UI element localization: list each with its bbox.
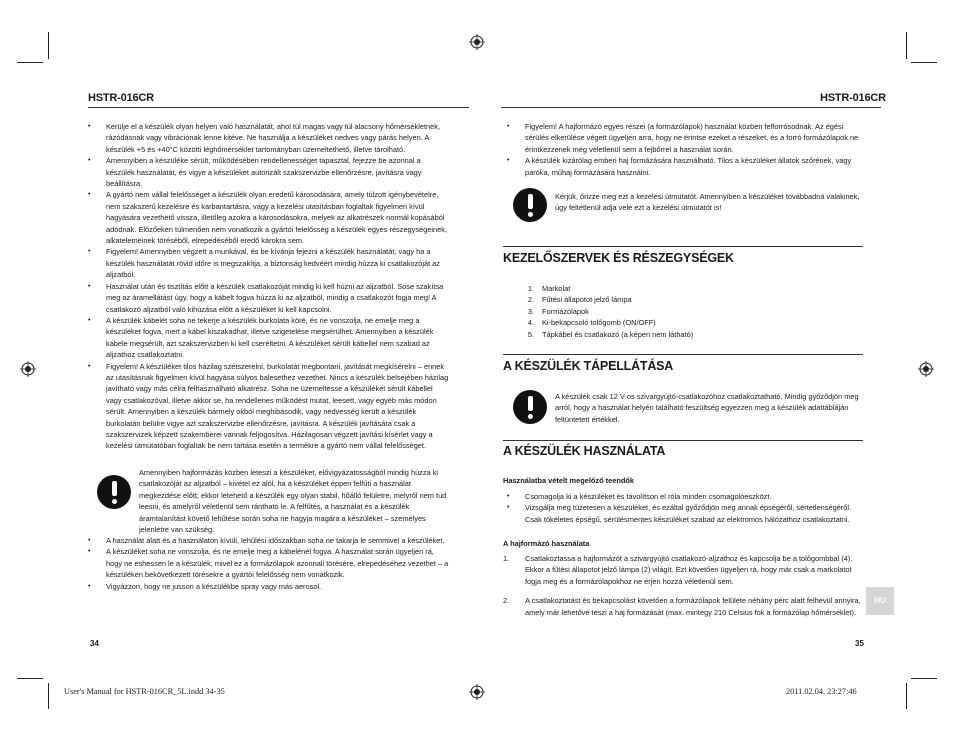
registration-mark-icon — [469, 34, 485, 50]
left-model-header: HSTR-016CR — [88, 92, 154, 104]
warning-exclamation-icon — [97, 475, 131, 509]
list-item: • A készülék kábelét soha ne tekerje a készülék burkolata köré, és ne vonszolja, ne emelje meg a készüléket fogva, mert a kábel kiszakadhat, illetve szigetelése megsérülhet. Amennyiben a készülék kábele megsérült, azt szakszervizben ki kell cseréltetni. A készüléket sérült kábellel nem szabad az aljzathoz csatlakoztatni. — [84, 315, 450, 361]
list-item: • Figyelem! A készüléket tilos házilag szétszerelni, burkolatát megbontani, javítását megkísérelni – ennek az utasításnak figyelmen kívül hagyása súlyos balesethez vezethet. Nincs a készülék belsejében házilag javítható vagy más célra felhasználható alkatrész. Soha ne üzemeltesse a készüléket sérült kábellel vagy csatlakozóval, illetve akkor se, ha rendellenes működést mutat, leesett, vagy egyéb más módon sérült. Amennyiben a készülék bármely okból meghibásodik, vagy nedvesség került a készülék burkolatán belülre vigye azt szakszervizbe ellenőrzésre, javításra. A készülék javítására csak a szakszervizek képzett szakemberei vannak feljogosítva. Házilagosan végzett javítási kísérlet vagy a kezelési útmutatóban foglaltak be nem tartása esetén a termékre a gyártó nem vállal felelősséget. — [84, 361, 450, 452]
right-header-rule — [501, 107, 881, 108]
section-rule — [503, 440, 863, 441]
language-tab: HU — [866, 587, 894, 615]
subheading-preparation: Használatba vételt megelőző teendők — [503, 476, 635, 485]
list-item: • Csomagolja ki a készüléket és távolítson el róla minden csomagolóeszközt. — [503, 491, 869, 502]
crop-mark — [48, 32, 49, 59]
list-item: 5. Tápkábel és csatlakozó (a képen nem látható) — [527, 329, 694, 339]
section-rule — [503, 246, 863, 247]
list-item: 3. Formázólapok — [527, 306, 589, 316]
list-item: 1. Csatlakoztassa a hajformázót a szivargyújtó csatlakozó-aljzathoz és kapcsolja be a tolőgombbal (4). Ekkor a fűtési állapotot jelző lámpa (2) világít. Ezt követően ügyeljen rá, hogy már csak a markolatot fogja meg és a formázólapokhoz ne érjen hozzá véletlenül sem. — [503, 554, 853, 586]
crop-mark — [906, 32, 907, 59]
controls-list — [520, 283, 860, 340]
list-item: • Vigyázzon, hogy ne jusson a készülékbe spray vagy más aerosol. — [84, 581, 450, 592]
warning-exclamation-icon — [513, 390, 547, 424]
list-item: • Kerülje el a készülék olyan helyen való használatát, ahol túl magas vagy túl alacsony hőmérsékletnek, rázódásnak vagy vibrációnak lenne kitéve. Ne használja a készüléket nedves vagy párás helyen. A készülék +5 és +40°C közötti léghőmérséklet tartományban üzemeltethető, illetve tárolható. — [84, 121, 450, 155]
usage-list — [503, 553, 869, 618]
left-warning — [97, 467, 457, 535]
list-item: • A készüléket soha ne vonszolja, és ne emelje meg a kábelénél fogva. A használat során ügyeljen rá, hogy ne eshessen le a készülék, mivel ez a formázólapok azonnali törésére, elrepedéséhez vezethet – a készüléken bekövetkezett törésekre a gyártói felelősség nem vonatkozik. — [84, 546, 450, 580]
warning-text: Kérjük, őrizze meg ezt a kezelési útmutatót. Amennyiben a készüléket továbbadná valakinek, úgy feltétlenül adja vele ezt a kezelési útmutatót is! — [555, 192, 860, 213]
warning-text: A készülék csak 12 V-os szivargyújtó-csatlakozóhoz csatlakoztatható. Mindig győződjön meg arról, hogy a használat helyén található feszültség egyezzen meg a készülék adattábláján feltüntetett értékkel. — [555, 392, 859, 424]
list-item: • Amennyiben a készüléke sérült, működésében rendellenességet tapasztal, fejezze be azonnal a készülék használatát, és vigye a készüléket autorizált szakszervizbe ellenőrzésre, javításra vagy beállításra. — [84, 155, 450, 189]
footer-timestamp: 2011.02.04. 23:27:46 — [786, 687, 857, 696]
list-item: • Használat után és tisztítás előtt a készülék csatlakozóját mindig ki kell húzni az aljzatból. Sose szakítsa meg az áramellátást úgy, hogy a kábelt fogva húzza ki az aljzatból, mindig a csatlakozót fogja meg! A csatlakozó aljzatból való kihúzása előtt a készüléket ki kell kapcsolni. — [84, 281, 450, 315]
warning-exclamation-icon — [513, 188, 547, 222]
right-bullets — [503, 121, 869, 178]
registration-mark-icon — [918, 361, 934, 377]
preparation-list — [503, 491, 869, 525]
crop-mark — [17, 678, 43, 679]
crop-mark — [911, 678, 937, 679]
list-item: • Vizsgálja meg tüzetesen a készüléket, és ezáltal győződjön meg annak épségéről, sértetlenségéről. Csak tökéletes épségű, sérülésmentes készüléket szabad az elektromos hálózathoz csatlakoztatni. — [503, 502, 869, 525]
left-header-rule — [88, 107, 469, 108]
list-item: • A gyártó nem vállal felelősséget a készülék olyan eredetű károsodására, amely túlzott igénybevételre, nem szakszerű kezelésre és karbantartásra, vagy a kezelési utasításban foglaltak figyelmen kívül hagyására vezethető vissza, illetőleg azokra a károsodásokra, melyek az alkatrészek normál kopásából adódnak. Előzőeken túlmenően nem vonatkozik a gyártói felelősség a készülék egyes részegységeinek, alkatelemeinek töréséből, elrepedéséből eredő károkra sem. — [84, 189, 450, 246]
warning-text: Amennyiben hajformázás közben leteszi a készüléket, elővigyázatosságból mindig húzza ki csatlakozóját az aljzatból – kivétel ez alól, ha a készüléket éppen felfűti a használat megkezdése előtt; ekkor letehető a készülék egy olyan stabil, hőálló felületre, melyről nem tud leesni, és amelyről véletlenül sem rántható le. A felfűtés, a használat és a készülék áramtalanítást követő lehűtése során soha ne hagyja magára a készüléket – személyes jelenlétre van szükség. — [139, 468, 447, 535]
subheading-usage: A hajformázó használata — [503, 539, 590, 548]
crop-mark — [48, 683, 49, 709]
section-title-controls: KEZELŐSZERVEK ÉS RÉSZEGYSÉGEK — [503, 251, 734, 265]
left-bullets — [84, 121, 450, 452]
right-warning-2 — [513, 388, 873, 428]
list-item: 1. Markolat — [527, 284, 571, 293]
registration-mark-icon — [469, 684, 485, 700]
list-item: • Figyelem! Amennyiben végzett a munkával, és be kívánja fejezni a készülék használatát, vagy ha a készülék használatát rövid időre is megszakítja, a biztonság kedvéért mindig húzza ki csatlakozóját az aljzatból. — [84, 246, 450, 280]
list-item: 2. A csatlakoztatást és bekapcsolást követően a formázólapok felülete néhány perc alatt felhevül annyira, amely már lehetővé teszi a haj formázását (max. mintegy 210 Celsius fok a formázólap hőmérséklet). — [503, 596, 861, 617]
list-item: 2. Fűtési állapotot jelző lámpa — [527, 295, 632, 305]
section-title-power: A KÉSZÜLÉK TÁPELLÁTÁSA — [503, 359, 674, 373]
crop-mark — [906, 683, 907, 709]
list-item: • Figyelem! A hajformázó egyes részei (a formázólapok) használat közben felforrósodnak. Az égési sérülés elkerülése végett ügyeljen arra, hogy ne érintse ezeket a részeket, és a forró formázólapok ne érintkezzenek még véletlenül sem a fejbőrrel a használat során. — [503, 121, 869, 155]
list-item: • A készülék kizárólag emberi haj formázására használható. Tilos a készüléket állatok szőrének, vagy paróka, műhaj formázására használni. — [503, 155, 869, 178]
right-model-header: HSTR-016CR — [820, 92, 886, 104]
section-title-usage: A KÉSZÜLÉK HASZNÁLATA — [503, 444, 666, 458]
left-bullets-2 — [84, 535, 450, 592]
crop-mark — [911, 62, 937, 63]
crop-mark — [17, 62, 43, 63]
left-page-number: 34 — [90, 639, 99, 648]
registration-mark-icon — [20, 361, 36, 377]
list-item: 4. Ki-bekapcsoló tolőgomb (ON/OFF) — [527, 318, 656, 328]
list-item: • A használat alatt és a használaton kívüli, lehűlési időszakban soha ne takarja le semmivel a készüléket. — [84, 535, 450, 546]
section-rule — [503, 354, 863, 355]
footer-file-name: User's Manual for HSTR-016CR_5L.indd 34-35 — [64, 687, 225, 696]
right-warning-1 — [513, 188, 873, 228]
right-page-number: 35 — [855, 639, 864, 648]
